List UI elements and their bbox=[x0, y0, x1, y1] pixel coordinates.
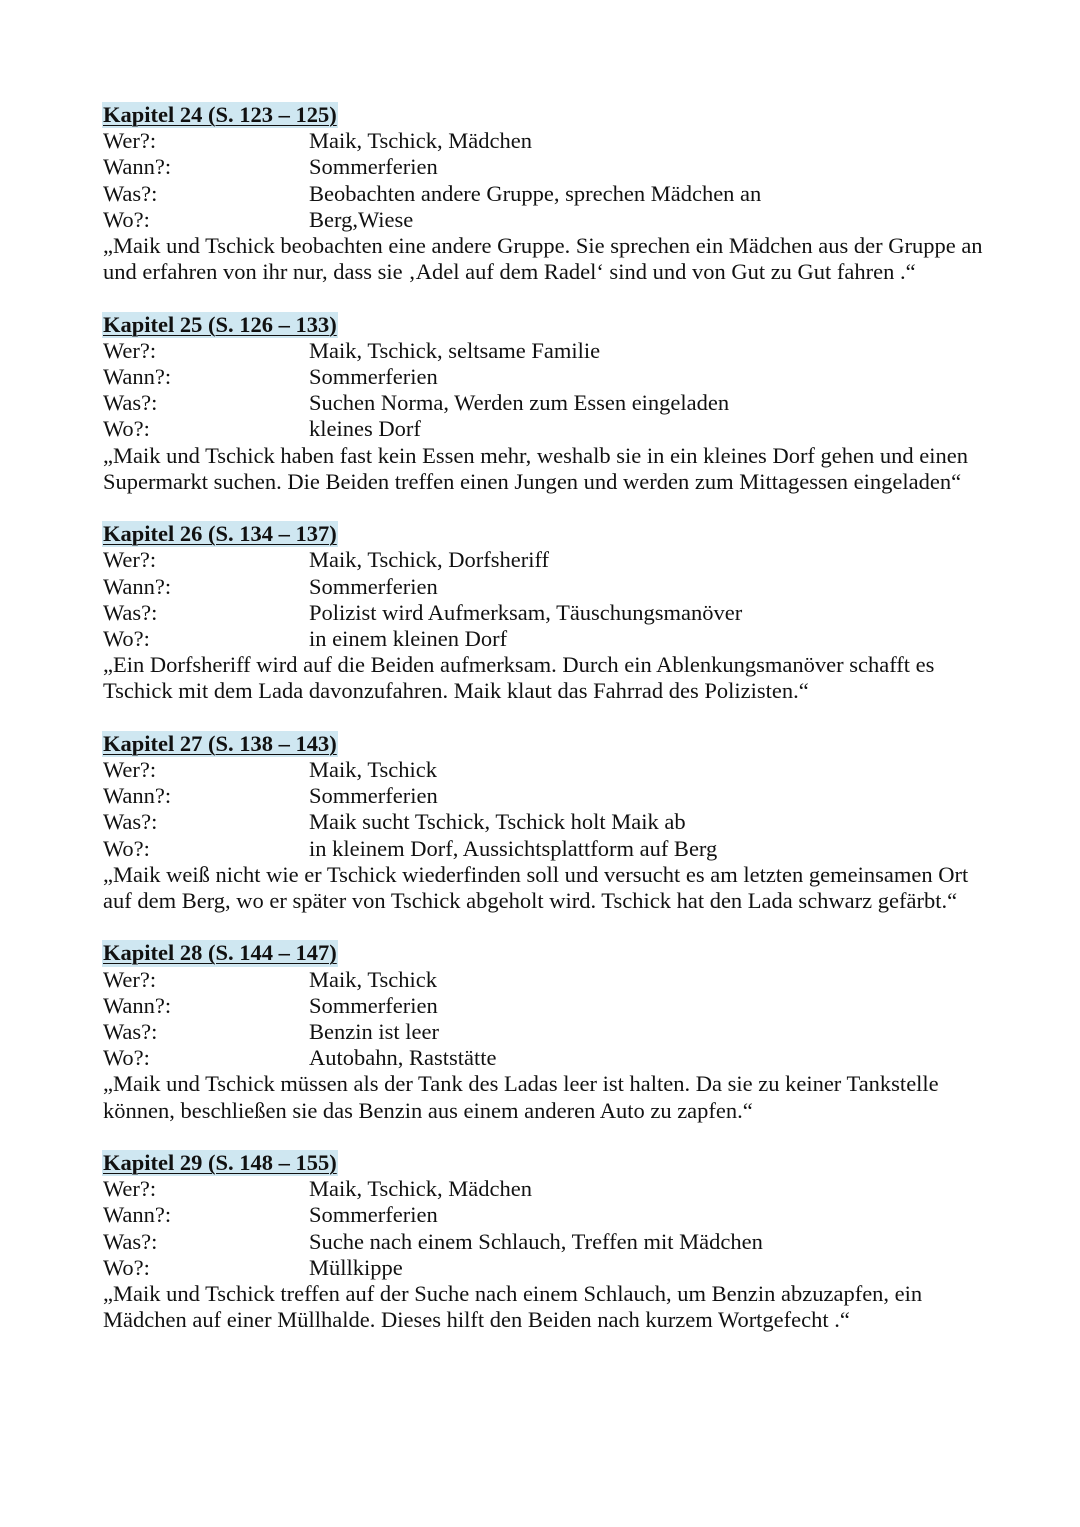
chapter-summary: „Ein Dorfsheriff wird auf die Beiden aufmerksam. Durch ein Ablenkungsmanöver schafft es Tschick mit dem Lada davonzufahren. Maik klaut das Fahrrad des Polizisten.“ bbox=[103, 652, 935, 704]
when-label: Wann?: bbox=[103, 783, 172, 809]
who-label: Wer?: bbox=[103, 547, 157, 573]
where-label: Wo?: bbox=[103, 835, 150, 861]
what-label: Was?: bbox=[103, 599, 158, 625]
when-label: Wann?: bbox=[103, 573, 172, 599]
where-row bbox=[103, 836, 1003, 862]
what-value: Suche nach einem Schlauch, Treffen mit Mädchen bbox=[309, 1228, 763, 1254]
who-value: Maik, Tschick, Mädchen bbox=[309, 1176, 532, 1202]
where-label: Wo?: bbox=[103, 416, 150, 442]
document-page bbox=[103, 102, 1003, 1333]
who-row bbox=[103, 1176, 1003, 1202]
who-label: Wer?: bbox=[103, 966, 157, 992]
who-value: Maik, Tschick, Dorfsheriff bbox=[309, 547, 550, 573]
where-label: Wo?: bbox=[103, 1254, 150, 1280]
when-row bbox=[103, 574, 1003, 600]
when-value: Sommerferien bbox=[309, 573, 438, 599]
who-value: Maik, Tschick, Mädchen bbox=[309, 128, 532, 154]
what-value: Maik sucht Tschick, Tschick holt Maik ab bbox=[309, 809, 686, 835]
where-label: Wo?: bbox=[103, 626, 150, 652]
chapter-summary: „Maik und Tschick müssen als der Tank des Ladas leer ist halten. Da sie zu keiner Tankstelle können, beschließen sie das Benzin aus einem anderen Auto zu zapfen.“ bbox=[103, 1071, 939, 1123]
when-value: Sommerferien bbox=[309, 364, 438, 390]
where-row bbox=[103, 207, 1003, 233]
what-label: Was?: bbox=[103, 1019, 158, 1045]
what-row bbox=[103, 390, 1003, 416]
who-label: Wer?: bbox=[103, 337, 157, 363]
when-label: Wann?: bbox=[103, 1202, 172, 1228]
what-row bbox=[103, 600, 1003, 626]
chapter-28 bbox=[103, 940, 1003, 1123]
where-label: Wo?: bbox=[103, 1045, 150, 1071]
where-value: in kleinem Dorf, Aussichtsplattform auf Berg bbox=[309, 835, 718, 861]
who-row bbox=[103, 128, 1003, 154]
who-row bbox=[103, 757, 1003, 783]
who-value: Maik, Tschick, seltsame Familie bbox=[309, 337, 601, 363]
what-row bbox=[103, 1019, 1003, 1045]
what-value: Polizist wird Aufmerksam, Täuschungsmanöver bbox=[309, 599, 743, 625]
what-label: Was?: bbox=[103, 1228, 158, 1254]
where-row bbox=[103, 1045, 1003, 1071]
when-row bbox=[103, 364, 1003, 390]
what-label: Was?: bbox=[103, 390, 158, 416]
what-value: Suchen Norma, Werden zum Essen eingeladen bbox=[309, 390, 730, 416]
where-row bbox=[103, 1255, 1003, 1281]
when-label: Wann?: bbox=[103, 992, 172, 1018]
who-value: Maik, Tschick bbox=[309, 757, 437, 783]
chapter-summary: „Maik und Tschick treffen auf der Suche nach einem Schlauch, um Benzin abzuzapfen, ein Mädchen auf einer Müllhalde. Dieses hilft den Beiden nach kurzem Wortgefecht .“ bbox=[103, 1281, 923, 1333]
what-row bbox=[103, 1229, 1003, 1255]
when-row bbox=[103, 783, 1003, 809]
when-row bbox=[103, 154, 1003, 180]
chapter-summary: „Maik weiß nicht wie er Tschick wiederfinden soll und versucht es am letzten gemeinsamen Ort auf dem Berg, wo er später von Tschick abgeholt wird. Tschick hat den Lada schwarz gefärbt.“ bbox=[103, 861, 969, 914]
chapter-26 bbox=[103, 521, 1003, 704]
what-value: Benzin ist leer bbox=[309, 1019, 439, 1045]
chapter-summary: „Maik und Tschick haben fast kein Essen mehr, weshalb sie in ein kleines Dorf gehen und einen Supermarkt suchen. Die Beiden treffen einen Jungen und werden zum Mittagessen eingeladen“ bbox=[103, 442, 968, 494]
who-label: Wer?: bbox=[103, 757, 157, 783]
what-label: Was?: bbox=[103, 809, 158, 835]
when-value: Sommerferien bbox=[309, 154, 438, 180]
chapter-heading: Kapitel 25 (S. 126 – 133) bbox=[103, 311, 337, 337]
chapter-heading: Kapitel 28 (S. 144 – 147) bbox=[103, 940, 337, 966]
where-label: Wo?: bbox=[103, 206, 150, 232]
who-label: Wer?: bbox=[103, 1176, 157, 1202]
where-value: kleines Dorf bbox=[309, 416, 421, 442]
what-row bbox=[103, 181, 1003, 207]
when-value: Sommerferien bbox=[309, 783, 438, 809]
who-row bbox=[103, 547, 1003, 573]
where-row bbox=[103, 626, 1003, 652]
when-label: Wann?: bbox=[103, 154, 172, 180]
chapter-25 bbox=[103, 312, 1003, 495]
chapter-heading: Kapitel 29 (S. 148 – 155) bbox=[103, 1150, 337, 1176]
chapter-heading: Kapitel 24 (S. 123 – 125) bbox=[103, 102, 337, 127]
when-value: Sommerferien bbox=[309, 992, 438, 1018]
when-row bbox=[103, 993, 1003, 1019]
where-value: Berg,Wiese bbox=[309, 206, 414, 232]
where-row bbox=[103, 416, 1003, 442]
chapter-29 bbox=[103, 1150, 1003, 1333]
where-value: Müllkippe bbox=[309, 1254, 403, 1280]
who-label: Wer?: bbox=[103, 128, 157, 154]
chapter-summary: „Maik und Tschick beobachten eine andere Gruppe. Sie sprechen ein Mädchen aus der Gruppe an und erfahren von ihr nur, dass sie ‚Adel auf dem Radel‘ sind und von Gut zu Gut fahren .“ bbox=[103, 233, 983, 285]
what-value: Beobachten andere Gruppe, sprechen Mädchen an bbox=[309, 180, 762, 206]
where-value: Autobahn, Raststätte bbox=[309, 1045, 497, 1071]
chapter-27 bbox=[103, 731, 1003, 914]
who-row bbox=[103, 338, 1003, 364]
where-value: in einem kleinen Dorf bbox=[309, 626, 508, 652]
when-row bbox=[103, 1202, 1003, 1228]
chapter-24 bbox=[103, 102, 1003, 285]
when-value: Sommerferien bbox=[309, 1202, 438, 1228]
chapter-heading: Kapitel 27 (S. 138 – 143) bbox=[103, 730, 337, 756]
what-row bbox=[103, 809, 1003, 835]
who-row bbox=[103, 967, 1003, 993]
when-label: Wann?: bbox=[103, 364, 172, 390]
chapter-heading: Kapitel 26 (S. 134 – 137) bbox=[103, 521, 337, 547]
who-value: Maik, Tschick bbox=[309, 966, 437, 992]
what-label: Was?: bbox=[103, 180, 158, 206]
